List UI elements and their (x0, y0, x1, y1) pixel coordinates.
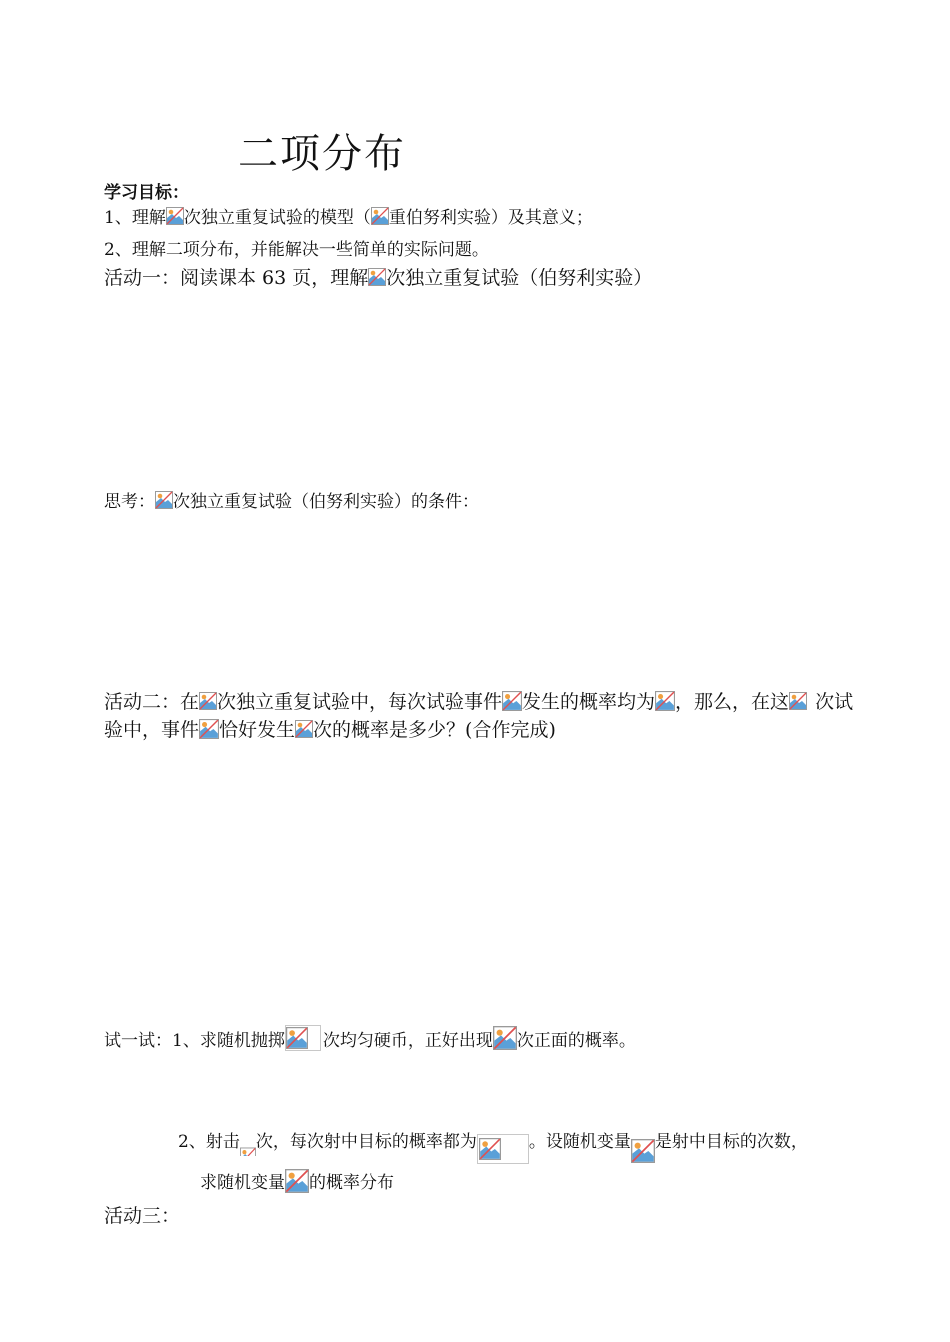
objectives-heading: 学习目标： (104, 183, 189, 203)
try-question-2b: 求随机变量 的概率分布 (200, 1168, 394, 1193)
broken-image-icon (286, 1027, 308, 1049)
activity-2-line-1: 活动二：在 次独立重复试验中，每次试验事件 发生的概率均为 ，那么，在这 次试 (104, 691, 854, 713)
page-title: 二项分布 (238, 131, 406, 177)
try-question-2: 2、射击 次，每次射中目标的概率都为 。设随机变量 是射中目标的次数， (178, 1114, 808, 1164)
broken-image-icon (166, 207, 184, 225)
objective-1: 1、理解 次独立重复试验的模型（ 重伯努利实验）及其意义； (104, 208, 593, 228)
activity-2-line-2: 验中，事件 恰好发生 次的概率是多少？(合作完成) (104, 719, 556, 741)
activity-1: 活动一：阅读课本 63 页，理解 次独立重复试验（伯努利实验） (104, 267, 653, 289)
formula-box (285, 1025, 321, 1051)
broken-image-icon (285, 1169, 309, 1193)
try-question-1: 试一试：1、求随机抛掷 次均匀硬币，正好出现 次正面的概率。 (104, 1025, 636, 1051)
broken-image-icon (155, 491, 173, 509)
broken-image-icon (199, 719, 219, 739)
broken-image-icon (789, 692, 807, 710)
activity-3-heading: 活动三： (104, 1205, 181, 1227)
broken-image-icon (493, 1026, 517, 1050)
broken-image-icon (655, 691, 675, 711)
broken-image-icon (479, 1138, 501, 1160)
broken-image-icon (295, 720, 313, 738)
broken-image-icon (502, 691, 522, 711)
broken-image-icon (199, 692, 217, 710)
think-prompt: 思考： 次独立重复试验（伯努利实验）的条件： (104, 492, 479, 512)
broken-image-icon (631, 1139, 655, 1163)
broken-image-icon (240, 1122, 256, 1156)
broken-image-icon (368, 268, 386, 286)
objective-2: 2、理解二项分布，并能解决一些简单的实际问题。 (104, 240, 489, 260)
broken-image-icon (371, 207, 389, 225)
formula-box (477, 1134, 529, 1164)
